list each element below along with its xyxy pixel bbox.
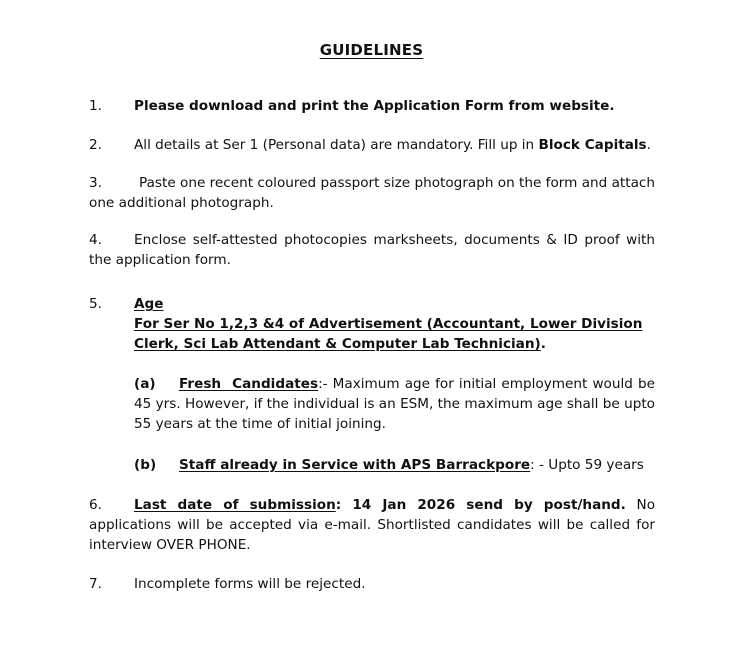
age-subheading-end: . (540, 336, 546, 352)
item-text: No applications will be accepted via e-mail. Shortlisted candidates will be called for interview OVER PHONE. (89, 497, 656, 553)
guideline-item-2 (89, 135, 655, 155)
item-text: Incomplete forms will be rejected. (134, 576, 366, 592)
age-subheading: For Ser No 1,2,3 &4 of Advertisement (Accountant, Lower Division Clerk, Sci Lab Attendant & Computer Lab Technician) (134, 316, 643, 352)
guideline-item-1 (89, 96, 655, 116)
sub-text: :- Maximum age for initial employment would be 45 yrs. However, if the individual is an ESM, the maximum age shall be upto 55 years at the time of initial joining. (134, 376, 655, 432)
age-sub-item-a (134, 374, 655, 434)
guideline-item-5 (89, 294, 655, 314)
sub-title: Fresh Candidates (179, 376, 319, 392)
guideline-item-6 (89, 495, 655, 555)
item-text-end: . (646, 137, 651, 153)
age-sub-item-b (134, 455, 655, 475)
item-number: 7. (89, 576, 102, 592)
item-text: Paste one recent coloured passport size photograph on the form and attach one additional photograph. (89, 175, 656, 211)
item-number: 3. (89, 175, 102, 191)
sub-text: : - Upto 59 years (530, 457, 644, 473)
guideline-item-4 (89, 230, 655, 270)
item-number: 2. (89, 137, 102, 153)
sub-title: Staff already in Service with APS Barrackpore (179, 457, 531, 473)
deadline-label: Last date of submission (134, 497, 336, 513)
sub-label: (a) (134, 376, 156, 392)
age-subheading-block (134, 314, 655, 354)
item-text: Please download and print the Application Form from website. (134, 98, 615, 114)
item-text-bold: Block Capitals (538, 137, 647, 153)
item-number: 5. (89, 296, 102, 312)
item-number: 4. (89, 232, 102, 248)
sub-label: (b) (134, 457, 157, 473)
item-text: All details at Ser 1 (Personal data) are mandatory. Fill up in (134, 137, 539, 153)
guidelines-title: GUIDELINES (319, 41, 424, 59)
guideline-item-3 (89, 173, 655, 213)
item-number: 1. (89, 98, 102, 114)
deadline-sep: : (335, 497, 353, 513)
guideline-item-7 (89, 574, 655, 594)
item-number: 6. (89, 497, 102, 513)
age-heading: Age (134, 296, 164, 312)
item-text: Enclose self-attested photocopies marksheets, documents & ID proof with the application form. (89, 232, 655, 268)
deadline-date: 14 Jan 2026 send by post/hand. (352, 497, 626, 513)
